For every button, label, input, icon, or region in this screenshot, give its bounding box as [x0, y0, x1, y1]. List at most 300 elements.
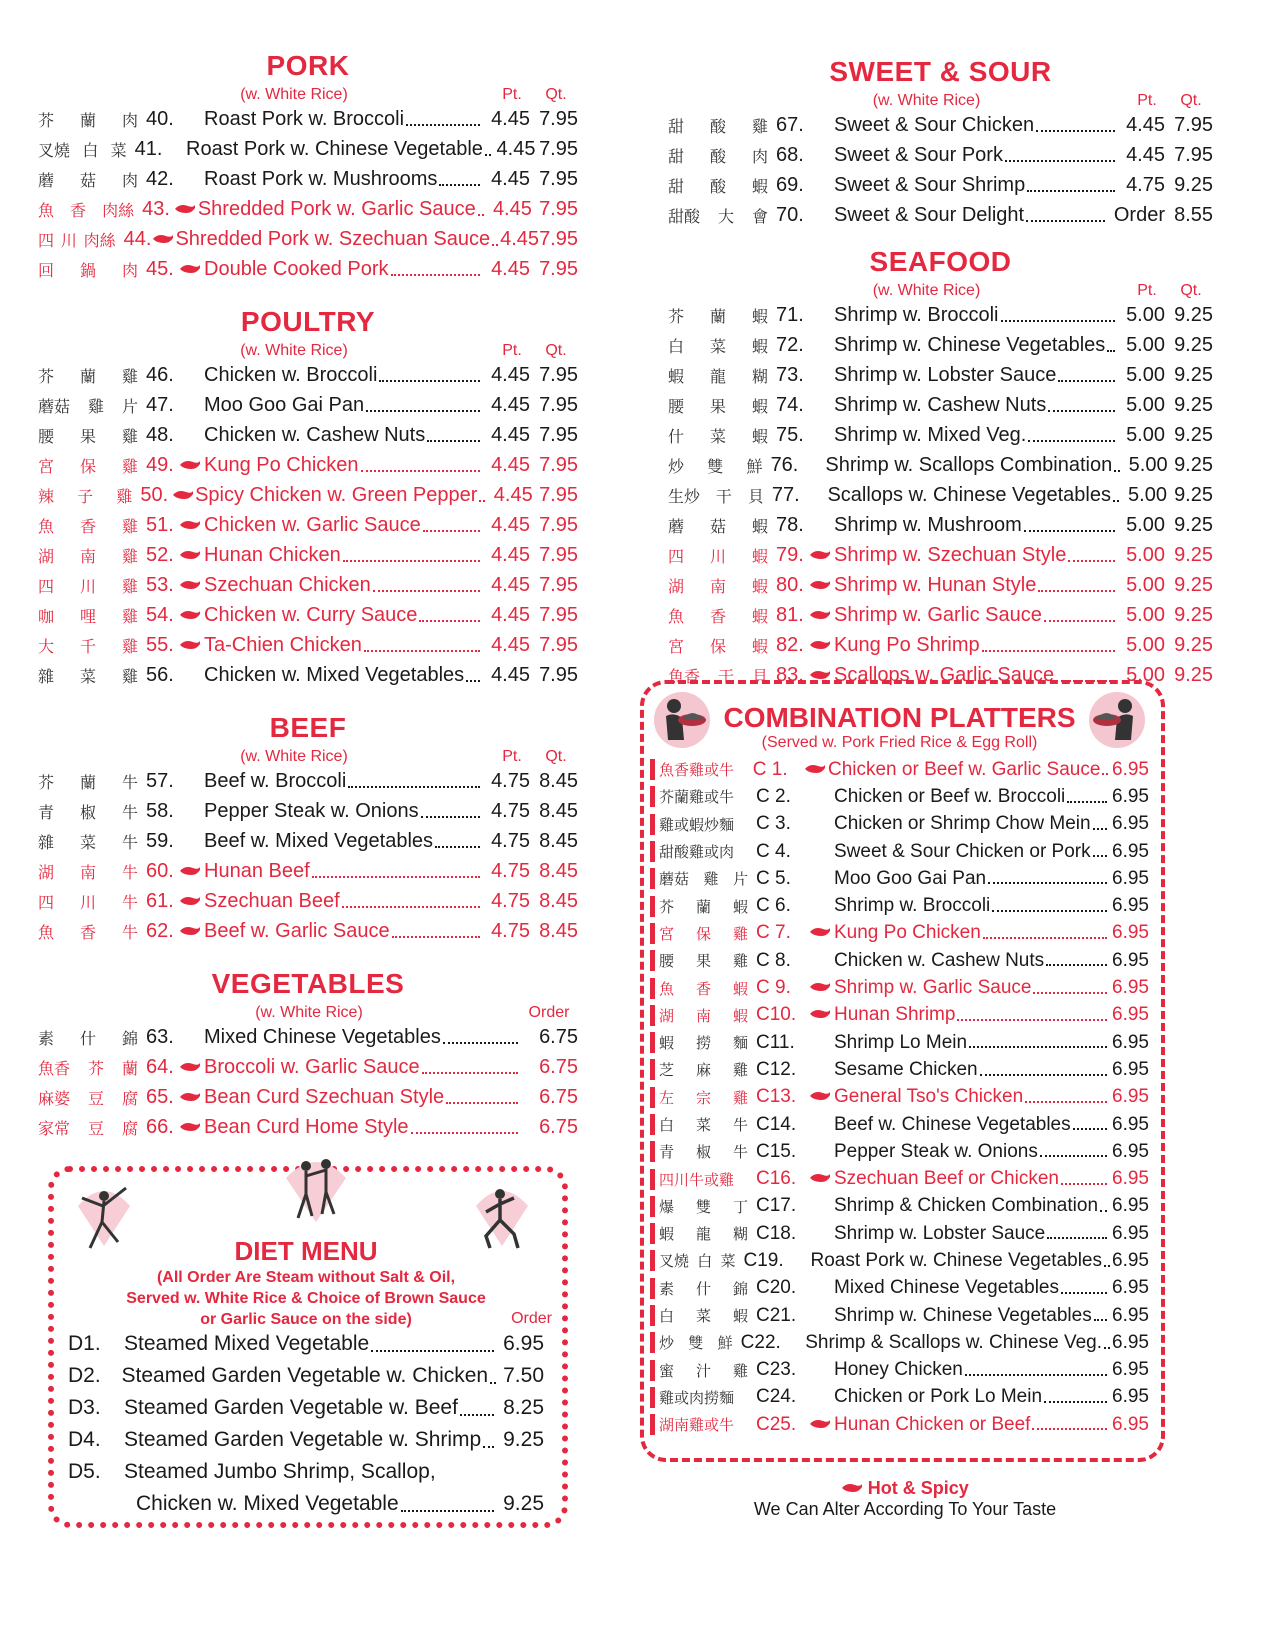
combo-price: 6.95 [1112, 1222, 1149, 1244]
combo-code: C 5. [756, 867, 791, 889]
menu-item[interactable] [668, 420, 1213, 450]
chinese-char: 牛 [121, 774, 138, 792]
menu-item[interactable] [38, 164, 578, 194]
combo-price: 6.95 [1112, 977, 1149, 999]
pork-section [38, 50, 578, 284]
combo-item[interactable] [650, 838, 1149, 865]
chinese-char: 雞 [121, 668, 138, 686]
diet-item[interactable] [68, 1456, 544, 1488]
leader-dots [1107, 350, 1115, 352]
menu-item[interactable] [38, 766, 578, 796]
menu-item[interactable] [668, 480, 1213, 510]
combo-code: C22. [740, 1331, 781, 1353]
chinese-name [38, 1086, 146, 1109]
chinese-name [38, 860, 146, 883]
combo-price: 6.95 [1112, 1195, 1149, 1217]
chinese-name [650, 841, 756, 862]
leader-dots [478, 214, 484, 216]
quart-price: 9.25 [1174, 633, 1213, 656]
chinese-name [668, 174, 776, 197]
leader-dots [1028, 440, 1115, 442]
item-name: Sweet & Sour Chicken [834, 113, 1035, 136]
pepper-icon [178, 860, 204, 883]
combo-item[interactable] [650, 1357, 1149, 1384]
chinese-char: 雙 [695, 1198, 711, 1216]
pepper-icon [808, 634, 834, 657]
combo-item[interactable] [650, 1138, 1149, 1165]
item-number: 44. [123, 227, 152, 250]
menu-item[interactable] [668, 390, 1213, 420]
leader-dots [1040, 1155, 1107, 1157]
leader-dots [443, 1042, 518, 1044]
runner-right-icon [466, 1176, 538, 1258]
chinese-char: 腐 [121, 1090, 138, 1108]
pint-price: 5.00 [1128, 483, 1167, 506]
pint-price: 5.00 [1126, 603, 1165, 626]
menu-item[interactable] [38, 796, 578, 826]
chinese-char: 南 [695, 1007, 711, 1025]
combo-code: C 1. [752, 758, 788, 780]
combo-price: 6.95 [1112, 1304, 1149, 1326]
chinese-char: 蘑 [38, 172, 55, 190]
chinese-char: 白 [697, 1253, 713, 1271]
item-name: Roast Pork w. Broccoli [204, 107, 405, 130]
chinese-name [650, 896, 756, 917]
pint-price: 4.45 [491, 633, 530, 656]
chinese-name [650, 814, 756, 835]
chinese-char: 錦 [121, 1030, 138, 1048]
item-name: Chicken w. Curry Sauce [204, 603, 418, 626]
item-number: 41. [134, 137, 163, 160]
pint-price: 4.75 [491, 859, 530, 882]
pepper-icon [151, 228, 175, 251]
quart-price: 7.95 [539, 543, 578, 566]
chinese-name [650, 950, 756, 971]
menu-item[interactable] [38, 660, 578, 690]
diet-name: Steamed Garden Vegetable w. Beef [124, 1396, 458, 1419]
combination-platters-box [640, 680, 1165, 1462]
chinese-char: 蘭 [79, 368, 96, 386]
menu-item[interactable] [38, 630, 578, 660]
beef-section [38, 712, 578, 946]
menu-item[interactable] [38, 916, 578, 946]
chinese-char: 素 [38, 1030, 55, 1048]
combo-item[interactable] [650, 1029, 1149, 1056]
diet-name: Steamed Jumbo Shrimp, Scallop, [124, 1460, 436, 1483]
chinese-char: 蜜 [659, 1362, 675, 1380]
combo-code: C 6. [756, 895, 791, 917]
leader-dots [342, 906, 480, 908]
leader-dots [983, 937, 1107, 939]
menu-item[interactable] [38, 1022, 578, 1052]
chinese-name [668, 454, 771, 477]
combo-code: C16. [756, 1168, 797, 1190]
chinese-char: 雞 [121, 638, 138, 656]
leader-dots [1026, 220, 1105, 222]
leader-dots [1061, 1183, 1107, 1185]
diet-item[interactable] [68, 1328, 544, 1360]
combo-item[interactable] [650, 756, 1149, 783]
hot-spicy-label: Hot & Spicy [867, 1478, 969, 1498]
chinese-char: 芥 [87, 1060, 104, 1078]
chinese-char: 蝦 [751, 518, 768, 536]
chinese-char: 蝦 [668, 368, 685, 386]
chinese-char: 雙 [688, 1335, 704, 1353]
chinese-char: 菜 [695, 1308, 711, 1326]
chinese-char: 南 [79, 548, 96, 566]
chinese-char: 甜酸雞或肉 [659, 844, 735, 862]
chinese-name [668, 574, 776, 597]
item-number: 80. [776, 573, 804, 596]
waiter-left-icon [652, 690, 712, 750]
chinese-char: 川 [79, 578, 96, 596]
chinese-char: 錦 [732, 1280, 748, 1298]
leader-dots [435, 846, 480, 848]
chinese-name [650, 1087, 756, 1108]
chinese-char: 什 [79, 1030, 96, 1048]
pint-price: 5.00 [1126, 393, 1165, 416]
combo-item[interactable] [650, 1193, 1149, 1220]
combo-item[interactable] [650, 1111, 1149, 1138]
quart-price: 7.95 [539, 393, 578, 416]
diet-item[interactable] [68, 1360, 544, 1392]
item-number: 78. [776, 513, 804, 536]
quart-header: Qt. [1180, 282, 1202, 299]
leader-dots [343, 560, 480, 562]
pint-price: 4.45 [491, 573, 530, 596]
item-number: 55. [146, 633, 174, 656]
item-name: Shredded Pork w. Szechuan Sauce [175, 227, 491, 250]
footer [730, 1478, 1080, 1520]
menu-item[interactable] [38, 1112, 578, 1142]
combo-item[interactable] [650, 1302, 1149, 1329]
chinese-name [668, 394, 776, 417]
chinese-name [668, 334, 776, 357]
menu-item[interactable] [668, 570, 1213, 600]
menu-item[interactable] [38, 540, 578, 570]
chinese-name [650, 923, 756, 944]
combo-item[interactable] [650, 1165, 1149, 1192]
chinese-char: 魚 [38, 202, 55, 220]
menu-item[interactable] [38, 360, 578, 390]
chinese-name [38, 1056, 146, 1079]
item-number: 45. [146, 257, 174, 280]
chinese-char: 川 [709, 548, 726, 566]
combo-item[interactable] [650, 811, 1149, 838]
combo-item[interactable] [650, 1384, 1149, 1411]
quart-price: 8.45 [539, 799, 578, 822]
combo-price: 6.95 [1112, 1113, 1149, 1135]
item-name: Broccoli w. Garlic Sauce [204, 1055, 420, 1078]
item-name: Sweet & Sour Shrimp [834, 173, 1026, 196]
leader-dots [1100, 1210, 1107, 1212]
chinese-char: 芥 [38, 368, 55, 386]
item-name: Pepper Steak w. Onions [204, 799, 419, 822]
pepper-icon [808, 1168, 834, 1190]
chinese-char: 蝦 [751, 578, 768, 596]
chinese-name [38, 800, 146, 823]
combo-name: Moo Goo Gai Pan [834, 867, 987, 889]
chinese-char: 菜 [720, 1253, 736, 1271]
item-name: Beef w. Mixed Vegetables [204, 829, 434, 852]
chinese-char: 哩 [79, 608, 96, 626]
diet-list [68, 1328, 544, 1520]
section-title: POULTRY [240, 306, 376, 337]
section-title: BEEF [269, 712, 347, 743]
item-name: Szechuan Chicken [204, 573, 371, 596]
item-name: Shrimp w. Broccoli [834, 303, 999, 326]
quart-price: 8.45 [539, 919, 578, 942]
pepper-icon [178, 544, 204, 567]
diet-item-continued[interactable] [68, 1488, 544, 1520]
item-number: 67. [776, 113, 804, 136]
pepper-icon [178, 604, 204, 627]
chinese-name [668, 304, 776, 327]
menu-item[interactable] [668, 630, 1213, 660]
combo-price: 6.95 [1112, 1277, 1149, 1299]
menu-item[interactable] [38, 1052, 578, 1082]
chinese-char: 白 [659, 1308, 675, 1326]
section-subheader [38, 746, 578, 766]
chinese-char: 四 [38, 232, 55, 250]
combo-code: C15. [756, 1140, 797, 1162]
menu-item[interactable] [668, 110, 1213, 140]
chinese-char: 豆 [87, 1120, 104, 1138]
combo-code: C10. [756, 1004, 797, 1026]
diet-code: D5. [68, 1460, 101, 1483]
combo-item[interactable] [650, 947, 1149, 974]
chinese-char: 鍋 [79, 262, 96, 280]
pint-price: 4.75 [491, 829, 530, 852]
combo-item[interactable] [650, 1002, 1149, 1029]
sweet-sour-section [668, 56, 1213, 230]
left-column [38, 50, 578, 1142]
item-number: 56. [146, 663, 174, 686]
item-number: 59. [146, 829, 174, 852]
leader-dots [1073, 1128, 1107, 1130]
combo-name: Mixed Chinese Vegetables [834, 1277, 1059, 1299]
leader-dots [1113, 500, 1119, 502]
chinese-char: 芥 [659, 898, 675, 916]
pint-header: Pt. [502, 342, 522, 359]
chinese-char: 南 [709, 578, 726, 596]
item-name: Ta-Chien Chicken [204, 633, 362, 656]
chinese-char: 雞 [703, 871, 719, 889]
menu-item[interactable] [38, 510, 578, 540]
chinese-name [650, 759, 753, 780]
quart-price: 7.95 [539, 573, 578, 596]
combo-item[interactable] [650, 1247, 1149, 1274]
menu-item[interactable] [38, 420, 578, 450]
menu-item[interactable] [38, 826, 578, 856]
combo-item[interactable] [650, 1411, 1149, 1438]
pint-price: 4.75 [1126, 173, 1165, 196]
chinese-char: 雞 [121, 518, 138, 536]
combo-name: Hunan Chicken or Beef [834, 1413, 1031, 1435]
menu-item[interactable] [38, 194, 578, 224]
item-name: Shrimp w. Cashew Nuts [834, 393, 1047, 416]
menu-item[interactable] [668, 330, 1213, 360]
combo-title: COMBINATION PLATTERS [723, 702, 1076, 733]
leader-dots [1036, 130, 1115, 132]
item-name: Shrimp w. Hunan Style [834, 573, 1037, 596]
menu-item[interactable] [38, 254, 578, 284]
combo-item[interactable] [650, 1084, 1149, 1111]
chinese-char: 牛 [732, 1144, 748, 1162]
chinese-char: 豆 [87, 1090, 104, 1108]
chinese-char: 菜 [79, 668, 96, 686]
menu-item[interactable] [38, 450, 578, 480]
combo-item[interactable] [650, 920, 1149, 947]
diet-item[interactable] [68, 1424, 544, 1456]
chinese-name [668, 364, 776, 387]
menu-item[interactable] [38, 856, 578, 886]
chinese-char: 白 [668, 338, 685, 356]
combo-item[interactable] [650, 783, 1149, 810]
item-number: 76. [770, 453, 799, 476]
combo-name: Sweet & Sour Chicken or Pork [834, 840, 1091, 862]
menu-item[interactable] [38, 1082, 578, 1112]
combo-item[interactable] [650, 1220, 1149, 1247]
pint-price: 5.00 [1126, 663, 1165, 686]
combo-code: C13. [756, 1086, 797, 1108]
menu-item[interactable] [668, 300, 1213, 330]
combo-code: C23. [756, 1359, 797, 1381]
menu-item[interactable] [668, 360, 1213, 390]
item-number: 66. [146, 1115, 174, 1138]
pepper-icon [808, 574, 834, 597]
pepper-icon [178, 1056, 204, 1079]
quart-header: Qt. [1180, 92, 1202, 109]
combo-price: 6.95 [1112, 949, 1149, 971]
menu-item[interactable] [38, 134, 578, 164]
dancers-center-icon [276, 1152, 356, 1230]
leader-dots [1038, 590, 1115, 592]
menu-item[interactable] [38, 104, 578, 134]
menu-item[interactable] [38, 600, 578, 630]
chinese-name [650, 1278, 756, 1299]
combo-name: Chicken or Pork Lo Mein [834, 1386, 1043, 1408]
menu-item[interactable] [668, 200, 1213, 230]
pint-price: 4.45 [491, 603, 530, 626]
combo-price: 6.95 [1112, 1058, 1149, 1080]
menu-item[interactable] [668, 450, 1213, 480]
leader-dots [490, 1382, 496, 1384]
rice-note: (w. White Rice) [240, 86, 348, 103]
chinese-char: 甜 [668, 178, 685, 196]
chinese-char: 香 [79, 924, 96, 942]
poultry-section [38, 306, 578, 690]
quart-price: 7.95 [539, 137, 578, 160]
combo-item[interactable] [650, 974, 1149, 1001]
menu-item[interactable] [38, 886, 578, 916]
chinese-char: 蘭 [709, 308, 726, 326]
leader-dots [1025, 1101, 1107, 1103]
chinese-name [650, 868, 756, 889]
menu-item[interactable] [668, 170, 1213, 200]
pint-price: 4.45 [1126, 143, 1165, 166]
menu-item[interactable] [668, 600, 1213, 630]
quart-price: 7.95 [539, 603, 578, 626]
menu-item[interactable] [668, 540, 1213, 570]
menu-item[interactable] [668, 140, 1213, 170]
leader-dots [988, 882, 1107, 884]
diet-name: Steamed Mixed Vegetable [124, 1332, 370, 1355]
item-number: 77. [771, 483, 800, 506]
menu-item[interactable] [668, 510, 1213, 540]
combo-name: Chicken or Beef w. Broccoli [834, 785, 1066, 807]
chinese-char: 芥 [668, 308, 685, 326]
chinese-name [38, 394, 146, 417]
pint-price: 4.75 [491, 889, 530, 912]
menu-item[interactable] [38, 390, 578, 420]
pint-header: Pt. [1137, 282, 1157, 299]
chinese-char: 菜 [79, 834, 96, 852]
chinese-name [38, 198, 142, 221]
combo-item[interactable] [650, 865, 1149, 892]
menu-item[interactable] [38, 480, 578, 510]
chinese-name [668, 634, 776, 657]
pint-price: 4.45 [491, 393, 530, 416]
diet-item[interactable] [68, 1392, 544, 1424]
pint-price: 4.45 [491, 663, 530, 686]
leader-dots [479, 500, 485, 502]
combo-code: C24. [756, 1386, 797, 1408]
chinese-char: 宮 [659, 925, 675, 943]
menu-item[interactable] [38, 224, 578, 254]
chinese-char: 肉 [751, 148, 768, 166]
quart-price: 9.25 [1174, 483, 1213, 506]
pint-price: 5.00 [1126, 423, 1165, 446]
item-name: Scallops w. Garlic Sauce [834, 663, 1055, 686]
chinese-char: 家常 [38, 1120, 71, 1138]
diet-name-line2: Chicken w. Mixed Vegetable [136, 1492, 399, 1515]
chinese-char: 雞 [121, 548, 138, 566]
combo-item[interactable] [650, 892, 1149, 919]
pint-price: 5.00 [1126, 543, 1165, 566]
alter-taste-note: We Can Alter According To Your Taste [753, 1499, 1057, 1519]
combo-list [650, 756, 1149, 1438]
combo-item[interactable] [650, 1329, 1149, 1356]
chinese-char: 蝦 [659, 1226, 675, 1244]
dancer-left-icon [68, 1176, 140, 1258]
pint-price: 5.00 [1126, 303, 1165, 326]
chinese-char: 芥蘭雞或牛 [659, 789, 735, 807]
chinese-char: 蝦 [751, 398, 768, 416]
chinese-name [38, 168, 146, 191]
section-subheader [38, 1002, 578, 1022]
pint-header: Pt. [1137, 92, 1157, 109]
chinese-char: 雞 [732, 953, 748, 971]
menu-item[interactable] [38, 570, 578, 600]
combo-item[interactable] [650, 1275, 1149, 1302]
item-number: 73. [776, 363, 804, 386]
leader-dots [401, 1510, 494, 1512]
chinese-name [650, 786, 756, 807]
pint-price: 4.75 [491, 799, 530, 822]
chinese-char: 腐 [121, 1120, 138, 1138]
chinese-char: 四 [668, 548, 685, 566]
combo-item[interactable] [650, 1056, 1149, 1083]
item-number: 61. [146, 889, 174, 912]
chinese-char: 糊 [751, 368, 768, 386]
chinese-char: 雞 [751, 118, 768, 136]
leader-dots [1068, 560, 1115, 562]
quart-price: 9.25 [1174, 543, 1213, 566]
chinese-char: 龍 [695, 1226, 711, 1244]
combo-price: 6.95 [1112, 1249, 1149, 1271]
right-column [668, 56, 1213, 690]
